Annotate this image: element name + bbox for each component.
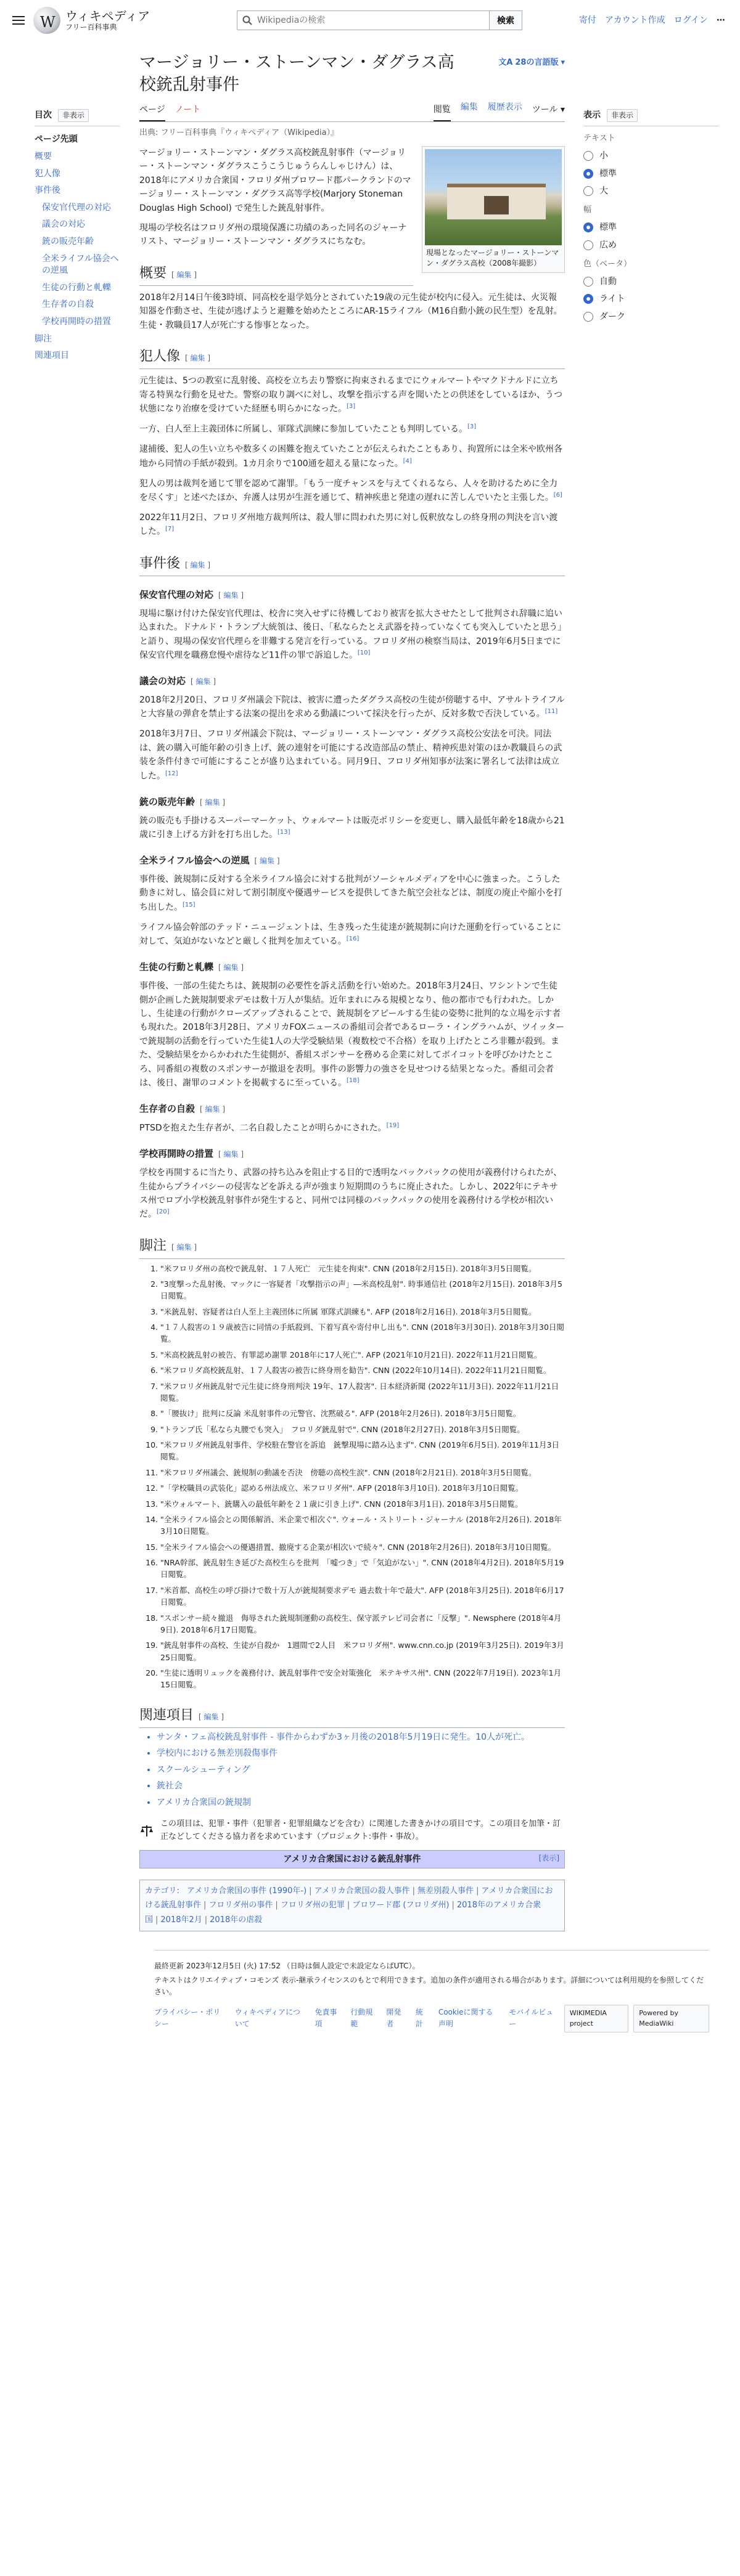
navbox <box>139 1850 565 1869</box>
radio-icon <box>583 186 593 196</box>
culprit-p3: 逮捕後、犯人の生い立ちや数多くの困難を抱えていたことが伝えられたこともあり、拘置所には全米や欧州各地から同情の手紙が殺到。1カ月余りで100通を超える量になった。[4] <box>139 444 562 469</box>
section-students: 生徒の行動と軋轢 [ 編集 ] <box>139 961 244 973</box>
culprit-p4: 犯人の男は裁判を通じて罪を認めて謝罪。「もう一度チャンスを与えてくれるなら、人々を助けるために全力を尽くす」と述べたほか、弁護人は男が生涯を通じて、精神疾患と発達の遅れに苦しんでいたと主張した。[6] <box>139 478 562 503</box>
edit-link[interactable]: 編集 <box>223 590 239 600</box>
related-item[interactable]: • アメリカ合衆国の銃規制 <box>157 1796 565 1809</box>
navbox-show-button[interactable]: [表示] <box>538 1853 559 1862</box>
reference-item[interactable]: 5. "米高校銃乱射の被告、有罪認め謝罪 2018年に17人死亡". AFP (2021年10月21日). 2022年11月21日閲覧。 <box>160 1349 565 1361</box>
page-footer <box>154 1950 709 2032</box>
congress-p1: 2018年2月20日、フロリダ州議会下院は、被害に遭ったダグラス高校の生徒が傍聴する中、アサルトライフルと大容量の弾倉を禁止する法案の提出を求める動議について採決を行ったが、反対多数で否決している。[11] <box>139 695 565 719</box>
language-icon: 文A <box>498 58 513 67</box>
culprit-p1: 元生徒は、5つの教室に乱射後、高校を立ち去り警察に拘束されるまでにウォルマートやマクドナルドに立ち寄る特異な行動を見せた。警察の取り調べに対し、攻撃を指示する声を聞いたとの供述をしているほか、うつ状態になり治療を受けていた経歴も明らかになった。[3] <box>139 376 562 414</box>
footer-links <box>154 2005 709 2032</box>
toc-item[interactable]: ページ先頭 <box>35 134 78 145</box>
suicide-text: PTSDを抱えた生存者が、二名自殺したことが明らかにされた。[19] <box>139 1122 400 1133</box>
section-notes: 脚注 [ 編集 ] <box>139 1235 565 1258</box>
toc-title: 目次 <box>35 110 52 120</box>
reference-item[interactable]: 6. "米フロリダ高校銃乱射、１７人殺害の被告に終身刑を勧告". CNN (2022年10月14日). 2022年11月21日閲覧。 <box>160 1364 565 1376</box>
width-label: 幅 <box>583 205 592 215</box>
radio-option[interactable] <box>583 149 719 163</box>
page-title: マージョリー・ストーンマン・ダグラス高校銃乱射事件 <box>139 53 454 95</box>
categories-label[interactable]: カテゴリ: <box>145 1886 179 1896</box>
radio-icon <box>583 294 593 304</box>
article <box>139 41 565 1931</box>
reference-item[interactable]: 12. "「学校職員の武装化」認める州法成立、米フロリダ州". AFP (2018年3月10日). 2018年3月10日閲覧。 <box>160 1482 565 1494</box>
reference-item[interactable]: 17. "米首都、高校生の呼び掛けで数十万人が銃規制要求デモ 過去数十年で最大". AFP (2018年3月25日). 2018年6月17日閲覧。 <box>160 1584 565 1608</box>
logo-title: ウィキペディア <box>65 8 150 23</box>
radio-label: 大 <box>599 185 608 196</box>
toc-item[interactable]: 概要 <box>35 151 52 161</box>
toc-item[interactable]: 議会の対応 <box>42 219 85 230</box>
footer-link[interactable]: 開発者 <box>386 2008 401 2029</box>
edit-link[interactable]: 編集 <box>176 1243 192 1252</box>
radio-icon <box>583 222 593 232</box>
toc-item[interactable]: 全米ライフル協会への逆風 <box>42 253 119 276</box>
reference-item[interactable]: 16. "NRA幹部、銃乱射生き延びた高校生らを批判 「嘘つき」で「気迫がない」". CNN (2018年4月2日). 2018年5月19日閲覧。 <box>160 1557 565 1581</box>
page-tabs <box>139 100 565 122</box>
chevron-down-icon: ▾ <box>561 58 565 67</box>
radio-label: 標準 <box>599 168 617 179</box>
radio-icon <box>583 151 593 161</box>
sheriff-text: 現場に駆け付けた保安官代理は、校舎に突入せずに待機しており被害を拡大させたとして批判され辞職に追い込まれた。ドナルド・トランプ大統領は、後日、「私ならたとえ武器を持っていなくても突入していたと思う」と語り、現場の保安官代理らを非難する発言を行っている。フロリダ州の検察当局は、2019年6月5日までに保安官代理を職務怠慢や虐待など11件の罪で訴追した。[10] <box>139 608 562 661</box>
radio-label: ライト <box>599 294 625 304</box>
edit-link[interactable]: 編集 <box>190 560 205 569</box>
search-input[interactable] <box>257 15 479 25</box>
section-reopen: 学校再開時の措置 [ 編集 ] <box>139 1148 244 1160</box>
toc-item[interactable]: 関連項目 <box>35 351 69 361</box>
radio-icon <box>583 277 593 287</box>
logo-subtitle: フリー百科事典 <box>65 22 117 31</box>
table-of-contents <box>10 108 127 1931</box>
toc-item[interactable]: 生存者の自殺 <box>42 300 94 310</box>
age-text: 銃の販売も手掛けるスーパーマーケット、ウォルマートは販売ポリシーを変更し、購入最低年齢を18歳から21歳に引き上げる方針を打ち出した。[13] <box>139 815 565 840</box>
edit-link[interactable]: 編集 <box>205 797 220 807</box>
reference-item[interactable]: 13. "米ウォルマート、銃購入の最低年齢を２１歳に引き上げ". CNN (2018年3月1日). 2018年3月5日閲覧。 <box>160 1498 565 1510</box>
toc-item[interactable]: 保安官代理の対応 <box>42 202 111 213</box>
nra-p2: ライフル協会幹部のテッド・ニュージェントは、生き残った生徒達が銃規制に向けた運動を行っていることに対して、気迫がないなどと厳しく批判を加えている。[16] <box>139 922 562 947</box>
search-icon <box>242 15 252 25</box>
photo-caption: 現場となったマージョリー・ストーンマン・ダグラス高校（2008年撮影） <box>426 248 559 267</box>
user-links <box>579 14 725 27</box>
radio-label: 標準 <box>599 222 617 233</box>
category-link[interactable]: フロリダ州の犯罪 <box>280 1901 345 1910</box>
section-age: 銃の販売年齢 [ 編集 ] <box>139 796 226 807</box>
width-options <box>583 221 719 252</box>
panel-hide-button[interactable]: 非表示 <box>607 109 638 122</box>
reference-item[interactable]: 2. "3度撃った乱射後、マックに一容疑者「攻撃指示の声」―米高校乱射". 時事通信社 (2018年2月15日). 2018年3月5日閲覧。 <box>160 1278 565 1302</box>
reference-item[interactable]: 14. "全米ライフル協会との関係解消、米企業で相次ぐ". ウォール・ストリート・ジャーナル (2018年2月26日). 2018年3月10日閲覧。 <box>160 1514 565 1538</box>
section-overview: 概要 [ 編集 ] <box>139 263 413 286</box>
mediawiki-badge[interactable]: Powered by MediaWiki <box>633 2005 709 2032</box>
text-size-label: テキスト <box>583 134 615 144</box>
create-account-link[interactable]: アカウント作成 <box>604 15 665 25</box>
section-congress: 議会の対応 [ 編集 ] <box>139 675 216 687</box>
reference-item[interactable]: 1. "米フロリダ州の高校で銃乱射、１７人死亡 元生徒を拘束". CNN (2018年2月15日). 2018年3月5日閲覧。 <box>160 1263 565 1274</box>
section-after: 事件後 [ 編集 ] <box>139 553 565 576</box>
edit-link[interactable]: 編集 <box>190 354 205 363</box>
school-photo[interactable] <box>425 149 562 245</box>
reference-item[interactable]: 3. "米銃乱射、容疑者は白人至上主義団体に所属 軍隊式訓練も". AFP (2018年2月16日). 2018年3月5日閲覧。 <box>160 1306 565 1318</box>
appearance-panel <box>583 108 719 1931</box>
radio-option[interactable] <box>583 292 719 306</box>
radio-option[interactable] <box>583 221 719 234</box>
globe-logo-icon <box>33 7 60 34</box>
section-related: 関連項目 [ 編集 ] <box>139 1705 565 1728</box>
wikipedia-logo[interactable] <box>33 7 181 34</box>
overview-text: 2018年2月14日午後3時頃、同高校を退学処分とされていた19歳の元生徒が校内に侵入。元生徒は、火災報知器を作動させ、生徒が逃げようと避難を始めたところにAR-15ライフル（M16自動小銃の民生型）を乱射。生徒・教職員17人が死亡する惨事となった。 <box>139 292 562 330</box>
tab-read[interactable]: 閲覧 <box>434 100 451 121</box>
source-note: 出典: フリー百科事典『ウィキペディア（Wikipedia）』 <box>139 128 339 138</box>
toc-list <box>35 131 120 364</box>
radio-option[interactable] <box>583 184 719 198</box>
culprit-p2: 一方、白人至上主義団体に所属し、軍隊式訓練に参加していたことも判明している。[3] <box>139 423 477 434</box>
reference-list <box>139 1263 565 1691</box>
category-link[interactable]: 無差別殺人事件 <box>417 1886 474 1896</box>
radio-option[interactable] <box>583 310 719 324</box>
toc-item[interactable]: 脚注 <box>35 333 52 344</box>
related-item[interactable]: • 銃社会 <box>157 1779 565 1793</box>
edit-link[interactable]: 編集 <box>205 1105 220 1114</box>
edit-link[interactable]: 編集 <box>195 677 211 686</box>
color-label: 色（ベータ） <box>583 259 632 269</box>
culprit-p5: 2022年11月2日、フロリダ州地方裁判所は、殺人罪に問われた男に対し仮釈放なしの終身刑の判決を言い渡した。[7] <box>139 513 558 537</box>
site-header <box>0 0 740 41</box>
search-box <box>237 10 490 30</box>
search-form <box>237 10 522 30</box>
radio-label: 小 <box>599 151 608 161</box>
category-link[interactable]: アメリカ合衆国の殺人事件 <box>314 1886 410 1896</box>
related-item[interactable]: • スクールシューティング <box>157 1763 565 1777</box>
radio-icon <box>583 240 593 250</box>
footer-link[interactable]: Cookieに関する声明 <box>438 2008 493 2029</box>
reference-item[interactable]: 11. "米フロリダ州議会、銃規制の動議を否決 傍聴の高校生涙". CNN (2018年2月21日). 2018年3月5日閲覧。 <box>160 1467 565 1478</box>
section-sheriff: 保安官代理の対応 [ 編集 ] <box>139 589 244 600</box>
tab-history[interactable]: 履歴表示 <box>487 102 522 112</box>
toc-item[interactable]: 学校再開時の措置 <box>42 316 111 327</box>
reference-item[interactable]: 18. "スポンサー続々撤退 侮辱された銃規制運動の高校生、保守派テレビ司会者に「反撃」". Newsphere (2018年4月9日). 2018年6月17日閲覧。 <box>160 1612 565 1636</box>
donate-link[interactable]: 寄付 <box>578 15 596 25</box>
footer-link[interactable]: 統計 <box>415 2008 423 2029</box>
related-item[interactable]: • 学校内における無差別殺傷事件 <box>157 1747 565 1760</box>
text-size-options <box>583 149 719 198</box>
category-link[interactable]: 2018年のアメリカ合衆国 <box>145 1901 541 1925</box>
radio-icon <box>583 169 593 179</box>
tab-talk[interactable]: ノート <box>175 104 201 115</box>
login-link[interactable]: ログイン <box>673 15 708 25</box>
section-nra: 全米ライフル協会への逆風 [ 編集 ] <box>139 855 280 866</box>
reference-item[interactable]: 7. "米フロリダ州銃乱射で元生徒に終身刑判決 19年、17人殺害". 日本経済新聞 (2022年11月3日). 2022年11月21日閲覧。 <box>160 1380 565 1404</box>
panel-title: 表示 <box>583 110 601 120</box>
footer-link[interactable]: プライバシー・ポリシー <box>154 2008 221 2029</box>
category-link[interactable]: ブロワード郡 (フロリダ州) <box>352 1901 450 1910</box>
radio-option[interactable] <box>583 275 719 288</box>
toc-hide-button[interactable]: 非表示 <box>58 109 89 122</box>
lead-paragraph-2: 現場の学校名はフロリダ州の環境保護に功績のあった同名のジャーナリスト、マージョリー・ストーンマン・ダグラスにちなむ。 <box>139 223 407 247</box>
infobox <box>422 146 565 273</box>
radio-option[interactable] <box>583 238 719 252</box>
category-link[interactable]: フロリダ州の事件 <box>208 1901 273 1910</box>
section-suicide: 生存者の自殺 [ 編集 ] <box>139 1103 226 1115</box>
radio-icon <box>583 312 593 322</box>
main-menu-icon[interactable] <box>10 12 27 29</box>
related-list <box>139 1730 565 1809</box>
tab-tools[interactable]: ツール ▾ <box>532 104 565 115</box>
stub-notice <box>139 1818 565 1844</box>
lead-paragraph-1: マージョリー・ストーンマン・ダグラス高校銃乱射事件（マージョリー・ストーンマン・ダグラスこうこうじゅうらんしゃじけん）は、2018年にアメリカ合衆国・フロリダ州ブロワード郡パークランドのマージョリー・ストーンマン・ダグラス高等学校(Marjory Stoneman Douglas High School) で発生した銃乱射事件。 <box>139 148 411 213</box>
reopen-text: 学校を再開するに当たり、武器の持ち込みを阻止する目的で透明なバックパックの使用が義務付けられたが、生徒からプライバシーの侵害などを訴える声が強まり短期間のうちに廃止された。しかし、2022年にテキサス州でロブ小学校銃乱射事件が発生すると、同州では同様のバックパックの使用を義務付ける学校が相次いだ。[20] <box>139 1168 562 1220</box>
stub-text: この項目は、犯罪・事件（犯罪者・犯罪組織などを含む）に関連した書きかけの項目です。この項目を加筆・訂正などしてくださる協力者を求めています（プロジェクト:事件・事故）。 <box>160 1819 561 1841</box>
edit-link[interactable]: 編集 <box>260 857 275 866</box>
edit-link[interactable]: 編集 <box>204 1712 219 1721</box>
related-item[interactable]: • サンタ・フェ高校銃乱射事件 - 事件からわずか3ヶ月後の2018年5月19日に発生。10人が死亡。 <box>157 1730 565 1744</box>
language-button[interactable] <box>498 57 565 70</box>
reference-item[interactable]: 4. "１７人殺害の１９歳被告に同情の手紙殺到、下着写真や寄付申し出も". CNN (2018年3月30日). 2018年3月30日閲覧。 <box>160 1321 565 1345</box>
footer-link[interactable]: 行動規範 <box>350 2008 373 2029</box>
category-link[interactable]: 2018年2月 <box>160 1915 202 1925</box>
search-button[interactable]: 検索 <box>490 10 522 30</box>
radio-option[interactable] <box>583 167 719 181</box>
congress-p2: 2018年3月7日、フロリダ州議会下院は、マージョリー・ストーンマン・ダグラス高校公安法を可決。同法は、銃の購入可能年齢の引き上げ、銃の連射を可能にする改造部品の禁止、精神疾患対策のほか教職員らの武装を条件付きで可能にすることが盛り込まれている。同月9日、フロリダ州知事が法案に署名して法律は成立した。[12] <box>139 729 562 781</box>
toc-item[interactable]: 事件後 <box>35 185 60 196</box>
toc-item[interactable]: 銃の販売年齢 <box>42 236 94 247</box>
nra-p1: 事件後、銃規制に反対する全米ライフル協会に対する批判がソーシャルメディアを中心に強まった。こうした動きに対し、協会員に対して割引制度や優遇サービスを提供してきた航空会社などは、制度の廃止や縮小を打ち出した。[15] <box>139 874 562 913</box>
toc-item[interactable]: 犯人像 <box>35 168 60 179</box>
category-link[interactable]: アメリカ合衆国の事件 (1990年-) <box>187 1886 307 1896</box>
language-count: 28の言語版 <box>515 58 559 67</box>
edit-link[interactable]: 編集 <box>176 270 192 279</box>
more-options-icon[interactable]: ⋯ <box>717 15 725 25</box>
category-link[interactable]: アメリカ合衆国における銃乱射事件 <box>145 1886 553 1910</box>
reference-item[interactable]: 20. "生徒に透明リュックを義務付け、銃乱射事件で安全対策強化 米テキサス州". CNN (2022年7月19日). 2023年1月15日閲覧。 <box>160 1667 565 1691</box>
reference-item[interactable]: 19. "銃乱射事件の高校、生徒が自殺か 1週間で2人目 米フロリダ州". www.cnn.co.jp (2019年3月25日). 2019年3月25日閲覧。 <box>160 1639 565 1663</box>
footer-link[interactable]: モバイルビュー <box>509 2008 554 2029</box>
last-edited: 最終更新 2023年12月5日 (火) 17:52 （日時は個人設定で未設定ならばUTC）。 <box>154 1962 420 1971</box>
wikimedia-badge[interactable]: WIKIMEDIA project <box>564 2005 629 2032</box>
category-links: カテゴリ: アメリカ合衆国の事件 (1990年-) | アメリカ合衆国の殺人事件 | 無差別殺人事件 | アメリカ合衆国における銃乱射事件 | フロリダ州の事件 | フロリダ州の犯罪 | ブロワード郡 (フロリダ州) | 2018年のアメリカ合衆国 | 2018年2月 | 2018年の虐殺 <box>139 1880 565 1931</box>
edit-link[interactable]: 編集 <box>223 1150 239 1159</box>
radio-label: 自動 <box>599 276 617 287</box>
tab-page[interactable]: ページ <box>139 100 165 121</box>
reference-item[interactable]: 15. "全米ライフル協会への優遇措置、撤廃する企業が相次いで続々". CNN (2018年2月26日). 2018年3月10日閲覧。 <box>160 1541 565 1553</box>
color-options <box>583 275 719 324</box>
students-text: 事件後、一部の生徒たちは、銃規制の必要性を訴え活動を行い始めた。2018年3月24日、ワシントンで生徒側が企画した銃規制要求デモは数十万人が集結。近年まれにみる規模となり、他の都市でも行われた。しかし、生徒達の行動がクローズアップされることで、銃規制をアピールする生徒の姿勢に批判的な立場を示す者も現れた。2018年3月28日、アメリカFOXニュースの番組司会者であるローラ・イングラハムが、ツイッターで銃規制の活動を行っていた生徒1人の大学受験結果（複数校で不合格）を取り上げたところ非難が殺到。また、受験結果をからかわれた生徒側が、番組スポンサーを務める企業に対してボイコットを呼びかけたところ、同番組の複数のスポンサーが撤退を表明。事件の影響力の強さを見せつける結果となった。番組司会者は、後日、謝罪のコメントを掲載するに至っている。[18] <box>139 981 565 1088</box>
license-text: テキストはクリエイティブ・コモンズ 表示-継承ライセンスのもとで利用できます。追加の条件が適用される場合があります。詳細については利用規約を参照してください。 <box>154 1976 704 1997</box>
section-culprit: 犯人像 [ 編集 ] <box>139 346 565 369</box>
reference-item[interactable]: 10. "米フロリダ州銃乱射事件、学校駐在警官を訴追 銃撃現場に踏み込まず". CNN (2019年6月5日). 2019年11月3日閲覧。 <box>160 1439 565 1463</box>
edit-link[interactable]: 編集 <box>223 963 239 972</box>
scales-icon <box>139 1824 154 1838</box>
tab-edit[interactable]: 編集 <box>460 102 478 112</box>
toc-item[interactable]: 生徒の行動と軋轢 <box>42 282 111 293</box>
category-link[interactable]: 2018年の虐殺 <box>210 1915 263 1925</box>
radio-label: 広め <box>599 240 617 250</box>
reference-item[interactable]: 8. "「腰抜け」批判に反論 米乱射事件の元警官、沈黙破る". AFP (2018年2月26日). 2018年3月5日閲覧。 <box>160 1408 565 1419</box>
radio-label: ダーク <box>599 311 625 322</box>
footer-link[interactable]: 免責事項 <box>314 2008 337 2029</box>
footer-link[interactable]: ウィキペディアについて <box>234 2008 300 2029</box>
reference-item[interactable]: 9. "トランプ氏「私なら丸腰でも突入」 フロリダ銃乱射で". CNN (2018年2月27日). 2018年3月5日閲覧。 <box>160 1424 565 1435</box>
navbox-title: アメリカ合衆国における銃乱射事件 <box>283 1854 421 1864</box>
